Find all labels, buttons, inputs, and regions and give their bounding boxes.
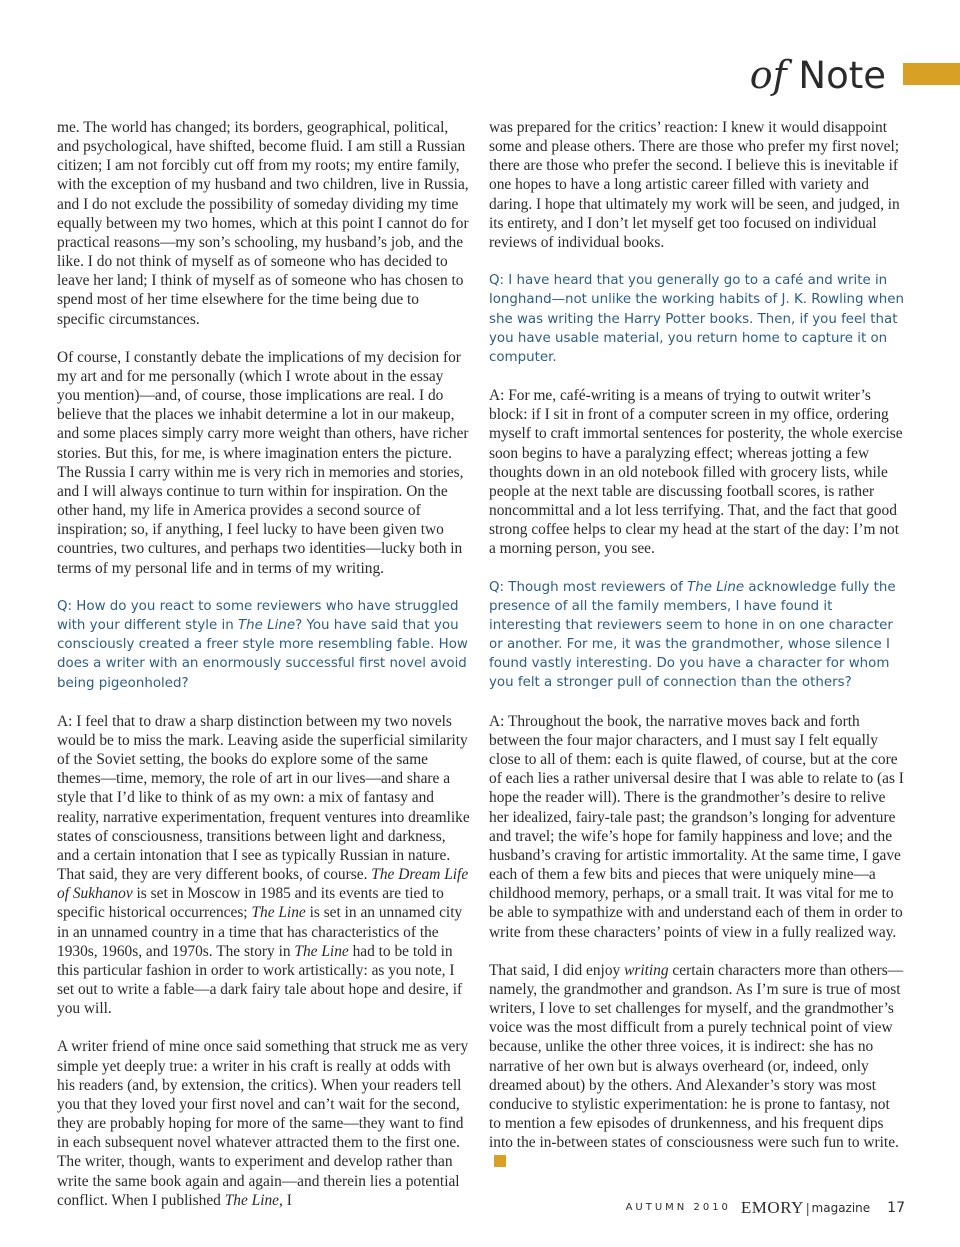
question: Q: How do you react to some reviewers who have struggled with your different style in The Line? You have said that you consciously created a freer style more resembling fable. How does a writer with an enormously successful first novel avoid being pigeonholed?: [57, 598, 468, 691]
book-title: The Line: [238, 618, 296, 634]
paragraph: was prepared for the critics’ reaction: I knew it would disappoint some and please others. There are those who prefer my first novel; there are those who prefer the second. I believe this is inevitable if one hopes to have a long artistic career filled with variety and daring. I hope that ultimately my work will be seen, and judged, in its entirety, and I don’t let myself get too focused on individual reviews of individual books.: [489, 119, 900, 251]
book-title: The Line: [294, 942, 349, 960]
question: Q: I have heard that you generally go to a café and write in longhand—not unlike the working habits of J. K. Rowling when she was writing the Harry Potter books. Then, if you feel that you have usable material, you return home to capture it on computer.: [489, 273, 904, 365]
book-title: The Line: [251, 904, 306, 922]
section-title-of: of: [749, 53, 787, 97]
question: Q: Though most reviewers of The Line acknowledge fully the presence of all the family members, I have found it interesting that reviewers seem to hone in on one character or another. For me, it was the grandmother, whose silence I found vastly interesting. Do you have a character for whom you felt a stronger pull of connection than the others?: [489, 579, 896, 691]
accent-bar: [903, 63, 960, 85]
issue-date: AUTUMN 2010: [625, 1202, 731, 1214]
paragraph: me. The world has changed; its borders, geographical, political, and psychological, have shifted, become fluid. I am still a Russian citizen; I am not forcibly cut off from my roots; my entire family, with the exception of my husband and two children, live in Russia, and I do not exclude the possibility of someday dividing my time equally between my two homes, which at this point I cannot do for practical reasons—my son’s schooling, my husband’s job, and the like. I do not think of myself as of someone who has decided to leave her land; I think of myself as of someone who has chosen to spend most of her time elsewhere for the time being due to specific circumstances.: [57, 119, 469, 328]
paragraph: Of course, I constantly debate the implications of my decision for my art and for me personally (which I wrote about in the essay you mention)—and, of course, those implications are real. I do believe that the places we inhabit determine a lot in our makeup, and some places simply carry more weight than others, have richer stories. But this, for me, is where imagination enters the picture. The Russia I carry within me is very rich in memories and stories, and I will always continue to turn within for inspiration. On the other hand, my life in America provides a second source of inspiration; so, if anything, I feel lucky to have been given two countries, two cultures, and perhaps two identities—lucky both in terms of my personal life and in terms of my writing.: [57, 348, 469, 577]
paragraph: A writer friend of mine once said something that struck me as very simple yet deeply true: a writer in his craft is really at odds with his readers (and, by extension, the critics). When your readers tell you that they loved your first novel and can’t wait for the second, they are probably hoping for more of the same—they want to find in each subsequent novel whatever attracted them to the first one. The writer, though, wants to experiment and develop rather than write the same book again and again—and therein lies a potential conflict. When I published The Line, I: [57, 1038, 469, 1209]
section-title: [750, 52, 886, 99]
magazine-label: magazine: [811, 1201, 871, 1216]
end-mark-icon: [494, 1155, 506, 1167]
paragraph: That said, I did enjoy writing certain characters more than others—namely, the grandmother and grandson. As I’m sure is true of most writers, I love to set challenges for myself, and the grandmother’s voice was the most difficult from a purely technical point of view because, unlike the other three voices, it is indirect: she has no narrative of her own but is always overheard (or, indeed, only dreamed about) by the others. And Alexander’s story was most conducive to stylistic experimentation: he is prone to fantasy, not to mention a few episodes of drunkenness, and his frequent dips into the in-between states of consciousness were such fun to write.: [489, 961, 905, 1172]
book-title: The Dream Life of Sukhanov: [57, 866, 469, 903]
left-column: [57, 118, 470, 1210]
answer: A: I feel that to draw a sharp distinction between my two novels would be to miss the mark. Leaving aside the superficial similarity of the Soviet setting, the books do explore some of the same themes—time, memory, the role of art in our lives—and share a style that I’d like to think of as my own: a mix of fantasy and reality, narrative experimentation, frequent ventures into dreamlike states of consciousness, transitions between light and darkness, and a certain intonation that I see as typically Russian in nature. That said, they are very different books, of course. The Dream Life of Sukhanov is set in Moscow in 1985 and its events are tied to specific historical occurrences; The Line is set in an unnamed city in an unnamed country in a time that has characteristics of the 1930s, 1960s, and 1970s. The story in The Line had to be told in this particular fashion in order to work artistically: as you note, I set out to write a fable—a dark fairy tale about hope and desire, if you will.: [57, 712, 470, 1018]
section-title-note: Note: [798, 54, 886, 97]
book-title: The Line: [687, 579, 745, 595]
page-footer: [626, 1198, 905, 1218]
brand-separator: |: [805, 1200, 810, 1217]
answer: A: For me, café-writing is a means of trying to outwit writer’s block: if I sit in front of a computer screen in my office, ordering myself to craft immortal sentences for posterity, the whole exercise soon begins to have a paralyzing effect; whereas jotting a few thoughts down in an old notebook filled with grocery lists, while people at the next table are discussing football scores, is rather noncommittal and a lot less terrifying. That, and the fact that good strong coffee helps to clear my head at the start of the day: I’m not a morning person, you see.: [489, 387, 903, 558]
magazine-brand: EMORY: [740, 1198, 804, 1218]
right-column: [489, 118, 905, 1172]
page-number: 17: [887, 1200, 905, 1217]
book-title: The Line: [224, 1191, 279, 1209]
answer: A: Throughout the book, the narrative moves back and forth between the four major characters, and I must say I felt equally close to all of them: each is quite flawed, of course, but at the core of each lies a rather universal desire that I was able to relate to (as I hope the reader will). There is the grandmother’s desire to relive her idealized, fairy-tale past; the grandson’s longing for adventure and travel; the wife’s hope for family happiness and love; and the husband’s craving for artistic immortality. At the same time, I gave each of them a few bits and pieces that were uniquely mine—a childhood memory, perhaps, or a small trait. It was vital for me to be able to sympathize with and understand each of them in order to write from these characters’ points of view in a fully realized way.: [489, 712, 904, 941]
emphasis: writing: [624, 961, 669, 979]
